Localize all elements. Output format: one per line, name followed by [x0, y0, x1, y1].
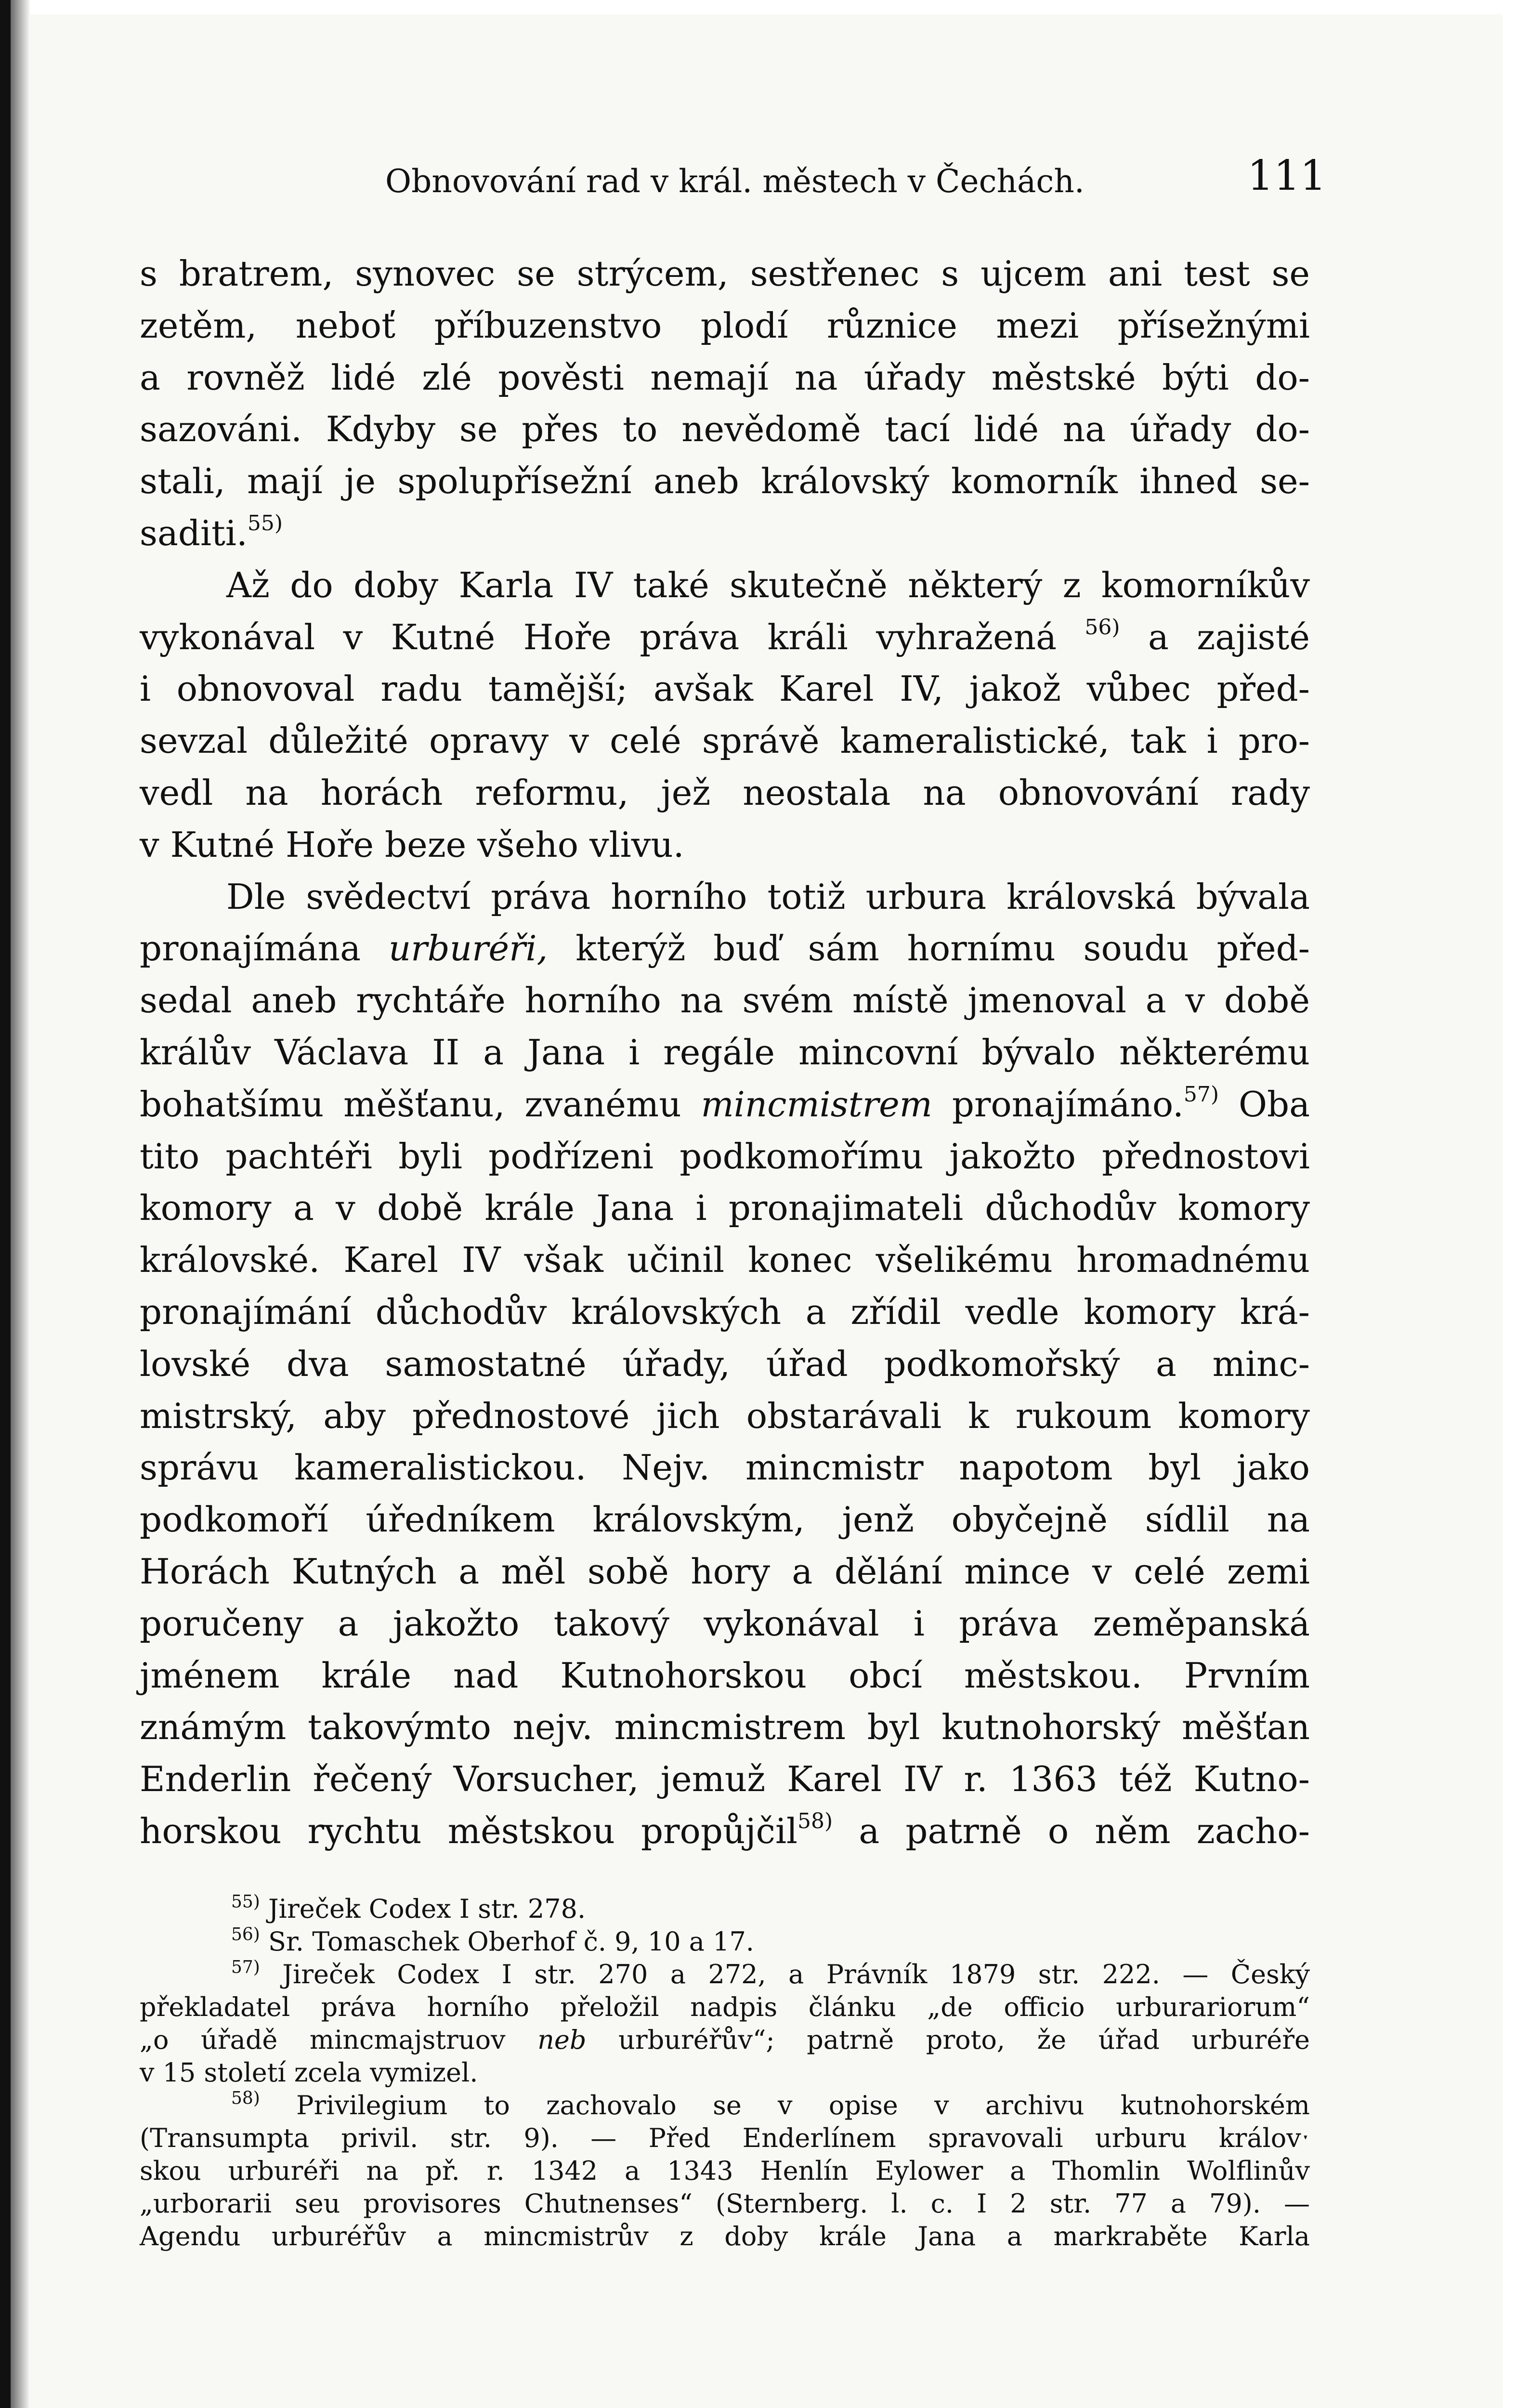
text-fragment: vykonával v Kutné Hoře práva králi vyhražená [140, 616, 1057, 657]
footnote-line: (Transumpta privil. str. 9). — Před Enderlínem spravovali urburu královˑ [140, 2123, 1310, 2153]
text-line: královské. Karel IV však učinil konec všelikému hromadnému [140, 1240, 1310, 1281]
text-line: zetěm, neboť příbuzenstvo plodí různice mezi přísežnými [140, 305, 1310, 346]
footnote-text: Privilegium to zachovalo se v opise v archivu kutnohorském [260, 2090, 1310, 2120]
text-fragment: a zajisté [1120, 616, 1310, 657]
text-line: Horách Kutných a měl sobě hory a dělání mince v celé zemi [140, 1551, 1310, 1592]
footnote-55 [140, 1893, 1310, 1925]
text-fragment: kterýž buď sám hornímu soudu před- [548, 928, 1310, 969]
text-line: Až do doby Karla IV také skutečně některý z komorníkův [226, 564, 1310, 605]
running-title: Obnovování rad v král. městech v Čechách. [385, 163, 1085, 200]
text-line: stali, mají je spolupřísežní aneb královský komorník ihned se- [140, 461, 1310, 502]
footnote-line: překladatel práva horního přeložil nadpis článku „de officio urburariorum“ [140, 1992, 1310, 2022]
footnote-line: „urborarii seu provisores Chutnenses“ (Sternberg. l. c. I 2 str. 77 a 79). — [140, 2188, 1310, 2219]
footnote-mark: 56) [231, 1924, 260, 1945]
text-line [140, 923, 1310, 975]
page-number: 111 [1247, 152, 1327, 200]
text-fragment: a patrně o něm zacho- [833, 1810, 1310, 1851]
text-line: v Kutné Hoře beze všeho vlivu. [140, 824, 684, 865]
text-fragment: saditi. [140, 512, 248, 553]
text-line: i obnovoval radu tamější; avšak Karel IV, jakož vůbec před- [140, 668, 1310, 709]
scan-edge-shadow [11, 0, 30, 2408]
paragraph-1 [140, 248, 1310, 560]
italic-term: mincmistrem [701, 1084, 932, 1125]
italic-term: urburéři, [388, 928, 548, 969]
footnote-ref-56: 56) [1085, 615, 1120, 640]
footnote-text: Jireček Codex I str. 278. [260, 1894, 586, 1924]
footnote-mark: 55) [231, 1892, 260, 1912]
text-line [140, 1079, 1310, 1131]
footnote-line [140, 2024, 1310, 2056]
text-fragment: bohatšímu měšťanu, zvanému [140, 1084, 701, 1125]
text-line: sedal aneb rychtáře horního na svém místě jmenoval a v době [140, 980, 1310, 1021]
footnote-ref-58: 58) [797, 1809, 833, 1834]
text-fragment: Oba [1219, 1084, 1310, 1125]
text-line [140, 508, 1310, 560]
footnote-58 [140, 2089, 1310, 2253]
paragraph-2 [140, 560, 1310, 871]
footnote-line: v 15 století zcela vymizel. [140, 2057, 478, 2088]
text-line: Enderlin řečený Vorsucher, jemuž Karel IV r. 1363 též Kutno- [140, 1759, 1310, 1800]
text-fragment: pronajímána [140, 928, 389, 969]
text-line: správu kameralistickou. Nejv. mincmistr napotom byl jako [140, 1447, 1310, 1488]
text-line: Dle svědectví práva horního totiž urbura královská bývala [226, 876, 1310, 917]
text-line: králův Václava II a Jana i regále mincovní bývalo některému [140, 1032, 1310, 1073]
footnote-text: urburéřův“; patrně proto, že úřad urburéře [586, 2025, 1310, 2055]
text-line: známým takovýmto nejv. mincmistrem byl kutnohorský měšťan [140, 1707, 1310, 1748]
text-line: komory a v době krále Jana i pronajimateli důchodův komory [140, 1188, 1310, 1229]
footnote-56 [140, 1925, 1310, 1958]
footnote-57 [140, 1958, 1310, 2089]
text-line: poručeny a jakožto takový vykonával i práva zeměpanská [140, 1603, 1310, 1644]
text-line [140, 612, 1310, 664]
text-line: s bratrem, synovec se strýcem, sestřenec s ujcem ani test se [140, 253, 1310, 294]
text-line [140, 1806, 1310, 1858]
text-line: tito pachtéři byli podřízeni podkomořímu jakožto přednostovi [140, 1136, 1310, 1177]
footnote-text: „o úřadě mincmajstruov [140, 2025, 538, 2055]
footnote-line [140, 1958, 1310, 1991]
footnote-line: skou urburéři na př. r. 1342 a 1343 Henlín Eylower a Thomlin Wolflinův [140, 2156, 1310, 2186]
footnote-text: Jireček Codex I str. 270 a 272, a Právník 1879 str. 222. — Český [260, 1959, 1310, 1989]
italic-term: neb [537, 2025, 587, 2055]
text-line: mistrský, aby přednostové jich obstarávali k rukoum komory [140, 1395, 1310, 1436]
main-text [140, 248, 1310, 1858]
text-line: pronajímání důchodův královských a zřídil vedle komory krá- [140, 1291, 1310, 1332]
text-line: a rovněž lidé zlé pověsti nemají na úřady městské býti do- [140, 357, 1310, 398]
text-line: vedl na horách reformu, jež neostala na obnovování rady [140, 772, 1310, 813]
footnote-ref-57: 57) [1183, 1082, 1219, 1107]
footnote-line [140, 2089, 1310, 2122]
text-fragment: pronajímáno. [932, 1084, 1184, 1125]
paragraph-3 [140, 871, 1310, 1858]
footnote-mark: 57) [231, 1957, 260, 1977]
text-line: sevzal důležité opravy v celé správě kameralistické, tak i pro- [140, 720, 1310, 761]
text-line: jménem krále nad Kutnohorskou obcí městskou. Prvním [140, 1655, 1310, 1696]
text-line: sazováni. Kdyby se přes to nevědomě tací lidé na úřady do- [140, 409, 1310, 450]
text-line: lovské dva samostatné úřady, úřad podkomořský a minc- [140, 1343, 1310, 1384]
text-line: podkomoří úředníkem královským, jenž obyčejně sídlil na [140, 1499, 1310, 1540]
footnote-text: Sr. Tomaschek Oberhof č. 9, 10 a 17. [260, 1926, 754, 1957]
footnote-line: Agendu urburéřův a mincmistrův z doby krále Jana a markraběte Karla [140, 2221, 1310, 2251]
footnotes [140, 1893, 1310, 2253]
scan-edge [0, 0, 11, 2408]
footnote-ref-55: 55) [247, 511, 283, 536]
text-fragment: horskou rychtu městskou propůjčil [140, 1810, 798, 1851]
footnote-mark: 58) [231, 2088, 260, 2108]
